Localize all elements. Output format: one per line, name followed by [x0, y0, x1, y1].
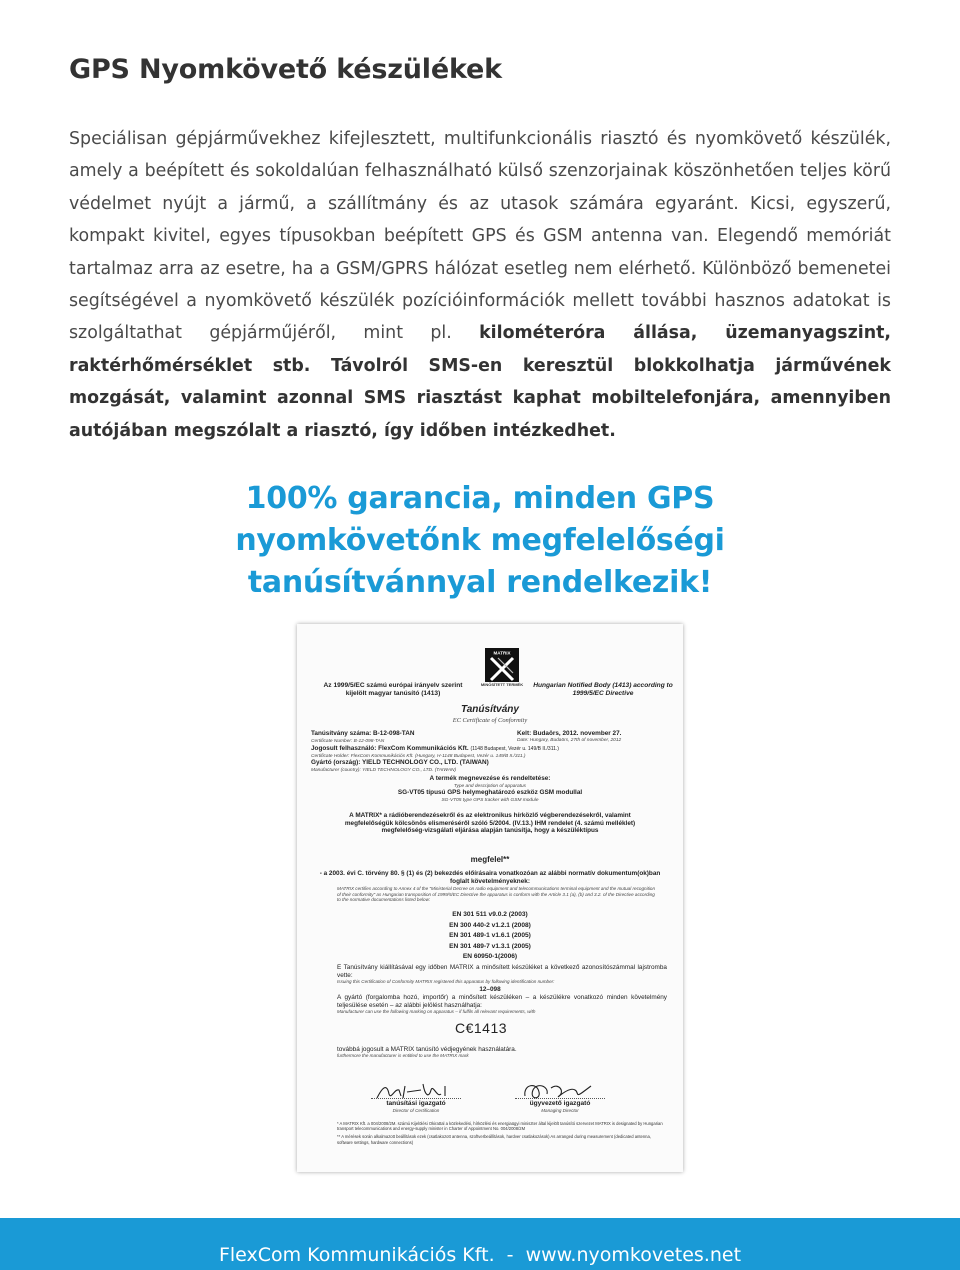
header-left: Az 1999/5/EC számú európai irányelv szerint kijelölt magyar tanúsító (1413) — [323, 682, 463, 697]
signature-line — [515, 1098, 605, 1099]
header-right: Hungarian Notified Body (1413) according to 1999/5/EC Directive — [533, 682, 673, 697]
signature-manager-label: ügyvezető igazgató — [529, 1100, 591, 1107]
further-paragraph-en: furthermore the manufacturer is entitled to use the MATRIX mark — [337, 1053, 469, 1058]
standard-item: EN 301 489-1 v1.6.1 (2005) — [449, 932, 531, 939]
certificate-date-en: Date: Hungary, Budaörs, 27th of november, 2012 — [517, 738, 622, 743]
law-paragraph: - a 2003. évi C. törvény 80. § (1) és (2) bekezdés előírásaira vonatkozóan az alábbi normatív dokumentum(ok)ban foglalt követelményeknek: — [319, 870, 661, 885]
register-paragraph: E Tanúsítvány kiállításával egy időben MATRIX a minősített készüléket a következő azonosítószámmal lajstromba vette: — [337, 964, 667, 979]
standard-item: EN 300 440-2 v1.2.1 (2008) — [449, 921, 531, 929]
footer-company: FlexCom Kommunikációs Kft. — [218, 1244, 495, 1266]
signature-director-label: tanúsítási igazgató — [386, 1100, 446, 1107]
maker-row-en — [311, 766, 669, 775]
certificate-image — [297, 624, 683, 1172]
standard-item: EN 301 489-7 v1.3.1 (2005) — [449, 942, 531, 950]
footer-website-link[interactable]: www.nyomkovetes.net — [525, 1244, 742, 1266]
signature-line — [371, 1098, 461, 1099]
standard-item: EN 301 511 v9.0.2 (2003) — [452, 911, 528, 918]
rights-paragraph: A gyártó (forgalomba hozó, importőr) a minősített készüléken – a készülékre vonatkozó minden követelmény teljesülése esetén – az alábbi jelölést használhatja: — [337, 994, 667, 1009]
product-name: SG-VT05 típusú GPS helymeghatározó eszköz GSM modullal — [397, 789, 583, 796]
product-name-en: SG-VT05 type GPS tracker with GSM module — [441, 798, 539, 803]
intro-bold-text: kilométeróra állása, üzemanyagszint, raktérhőmérséklet stb. Távolról SMS-en keresztül blokkolhatja járművének mozgását, valamint azonnal SMS riasztást kaphat mobiltelefonjára, amennyiben autójában megszólalt a riasztó, így időben intézkedhet. — [69, 323, 892, 441]
logo-subtitle: MINŐSÍTETT TERMÉK — [480, 682, 524, 687]
logo-word: MATRIX — [493, 650, 511, 656]
register-number: 12–098 — [479, 986, 501, 993]
page-title: GPS Nyomkövető készülékek — [69, 54, 502, 85]
standard-item: EN 60950-1(2006) — [462, 953, 518, 960]
footer-separator: - — [506, 1244, 514, 1266]
footer-text — [0, 1244, 960, 1266]
rights-paragraph-en: Manufacturer can use the following marking on apparatus – if fulfils all relevant requirements, with — [337, 1009, 536, 1014]
intro-text: Speciálisan gépjárművekhez kifejlesztett, multifunkcionális riasztó és nyomkövető készülék, amely a beépített és sokoldalúan felhasználható külső szenzorjainak köszönhetően teljes körű védelmet nyújt a jármű, a szállítmány és az utasok számára egyaránt. Kicsi, egyszerű, kompakt kivitel, egyes típusokban beépített GPS és GSM antenna van. Elegendő memóriát tartalmaz arra az esetre, ha a GSM/GPRS hálózat esetleg nem elérhető. Különböző bemenetei segítségével a nyomkövető készülék pozícióinformációk mellett további hasznos adatokat is szolgáltathat gépjárműjéről, mint pl. — [69, 129, 891, 344]
footnote-1: * A MATRIX Kft. a 004/2008/2M. számú Kijelölési Okirattal a közlekedési, hírközlési és energiaügyi miniszter által kijelölt tanúsító szervezet MATRIX is designated by Hungarian transport telecommunications and energy-supply minister in Charter of Appointment No. 004/2008/2M — [337, 1121, 663, 1132]
guarantee-headline: 100% garancia, minden GPS nyomkövetőnk megfelelőségi tanúsítvánnyal rendelkezik! — [235, 481, 725, 600]
further-paragraph: továbbá jogosult a MATRIX tanúsító védjegyének használatára. — [337, 1046, 517, 1053]
signature-director-en: Director of Certification — [392, 1108, 440, 1113]
holder-label: Jogosult felhasználó: FlexCom Kommunikációs Kft. — [311, 745, 469, 752]
megfelel-label: megfelel** — [470, 855, 510, 864]
certificate-subtitle: EC Certificate of Conformity — [452, 717, 528, 724]
certificate-date: Kelt: Budaörs, 2012. november 27. — [517, 730, 622, 737]
register-paragraph-en: Issuing this Certification of Conformity MATRIX registered this apparatus by following identification number: — [337, 979, 555, 984]
footnote-2: ** A mérések során alkalmazott beállítások ezek (csatlakozott antenna, szoftverbeállítások, hardver csatlakozások) As arranged during measurement (dedicated antenna, software settings, hardware connections) — [337, 1134, 652, 1145]
holder-en: Certificate Holder: FlexCom Kommunikációs Kft. (Hungary, H-1148 Budapest, Vezér u. 149/B II./311.) — [311, 754, 526, 759]
product-heading-text: A termék megnevezése és rendeltetése: — [429, 775, 551, 782]
law-paragraph-en: MATRIX certifies according to Annex 4 of the "Ministerial Decree on radio equipment and telecommunications terminal equipment and the mutual recognition of their conformity" as Hungarian transposition of 1999/5/EC Directive the apparatus is conform with the Article 3.1 (a), (b) and 3.2. of the Directive according to the normative documentations listed below: — [337, 886, 655, 903]
matrix-logo-icon — [485, 648, 519, 682]
matrix-paragraph: A MATRIX* a rádióberendezésekről és az elektronikus hírközlő végberendezésekről, valamint megfelelőségük kölcsönös elismeréséről szóló 5/2004. (IV.13.) IHM rendelet (4. számú melléklet) megfelelőség-vizsgálati eljárása alapján tanúsítja, hogy a készüléktípus — [344, 812, 636, 835]
holder-address: (1148 Budapest, Vezér u. 149/B II./311.) — [470, 746, 559, 752]
certificate-footnotes — [337, 1121, 667, 1145]
ce-mark: C€1413 — [455, 1020, 508, 1036]
product-row-en — [311, 796, 669, 805]
product-heading-en-text: Type and description of apparatus — [453, 784, 527, 789]
certificate-number-en: Certificate Number: B-12-098-TAN — [311, 739, 385, 744]
certificate-title: Tanúsítvány — [461, 704, 519, 715]
maker-label: Gyártó (ország): YIELD TECHNOLOGY CO., LTD. (TAIWAN) — [311, 759, 489, 766]
intro-paragraph — [69, 123, 891, 447]
certificate-number: Tanúsítvány száma: B-12-098-TAN — [311, 730, 415, 737]
maker-en: Manufacturer (country): YIELD TECHNOLOGY CO., LTD. (TAIWAN) — [311, 768, 457, 773]
signature-manager-en: Managing Director — [541, 1108, 579, 1113]
